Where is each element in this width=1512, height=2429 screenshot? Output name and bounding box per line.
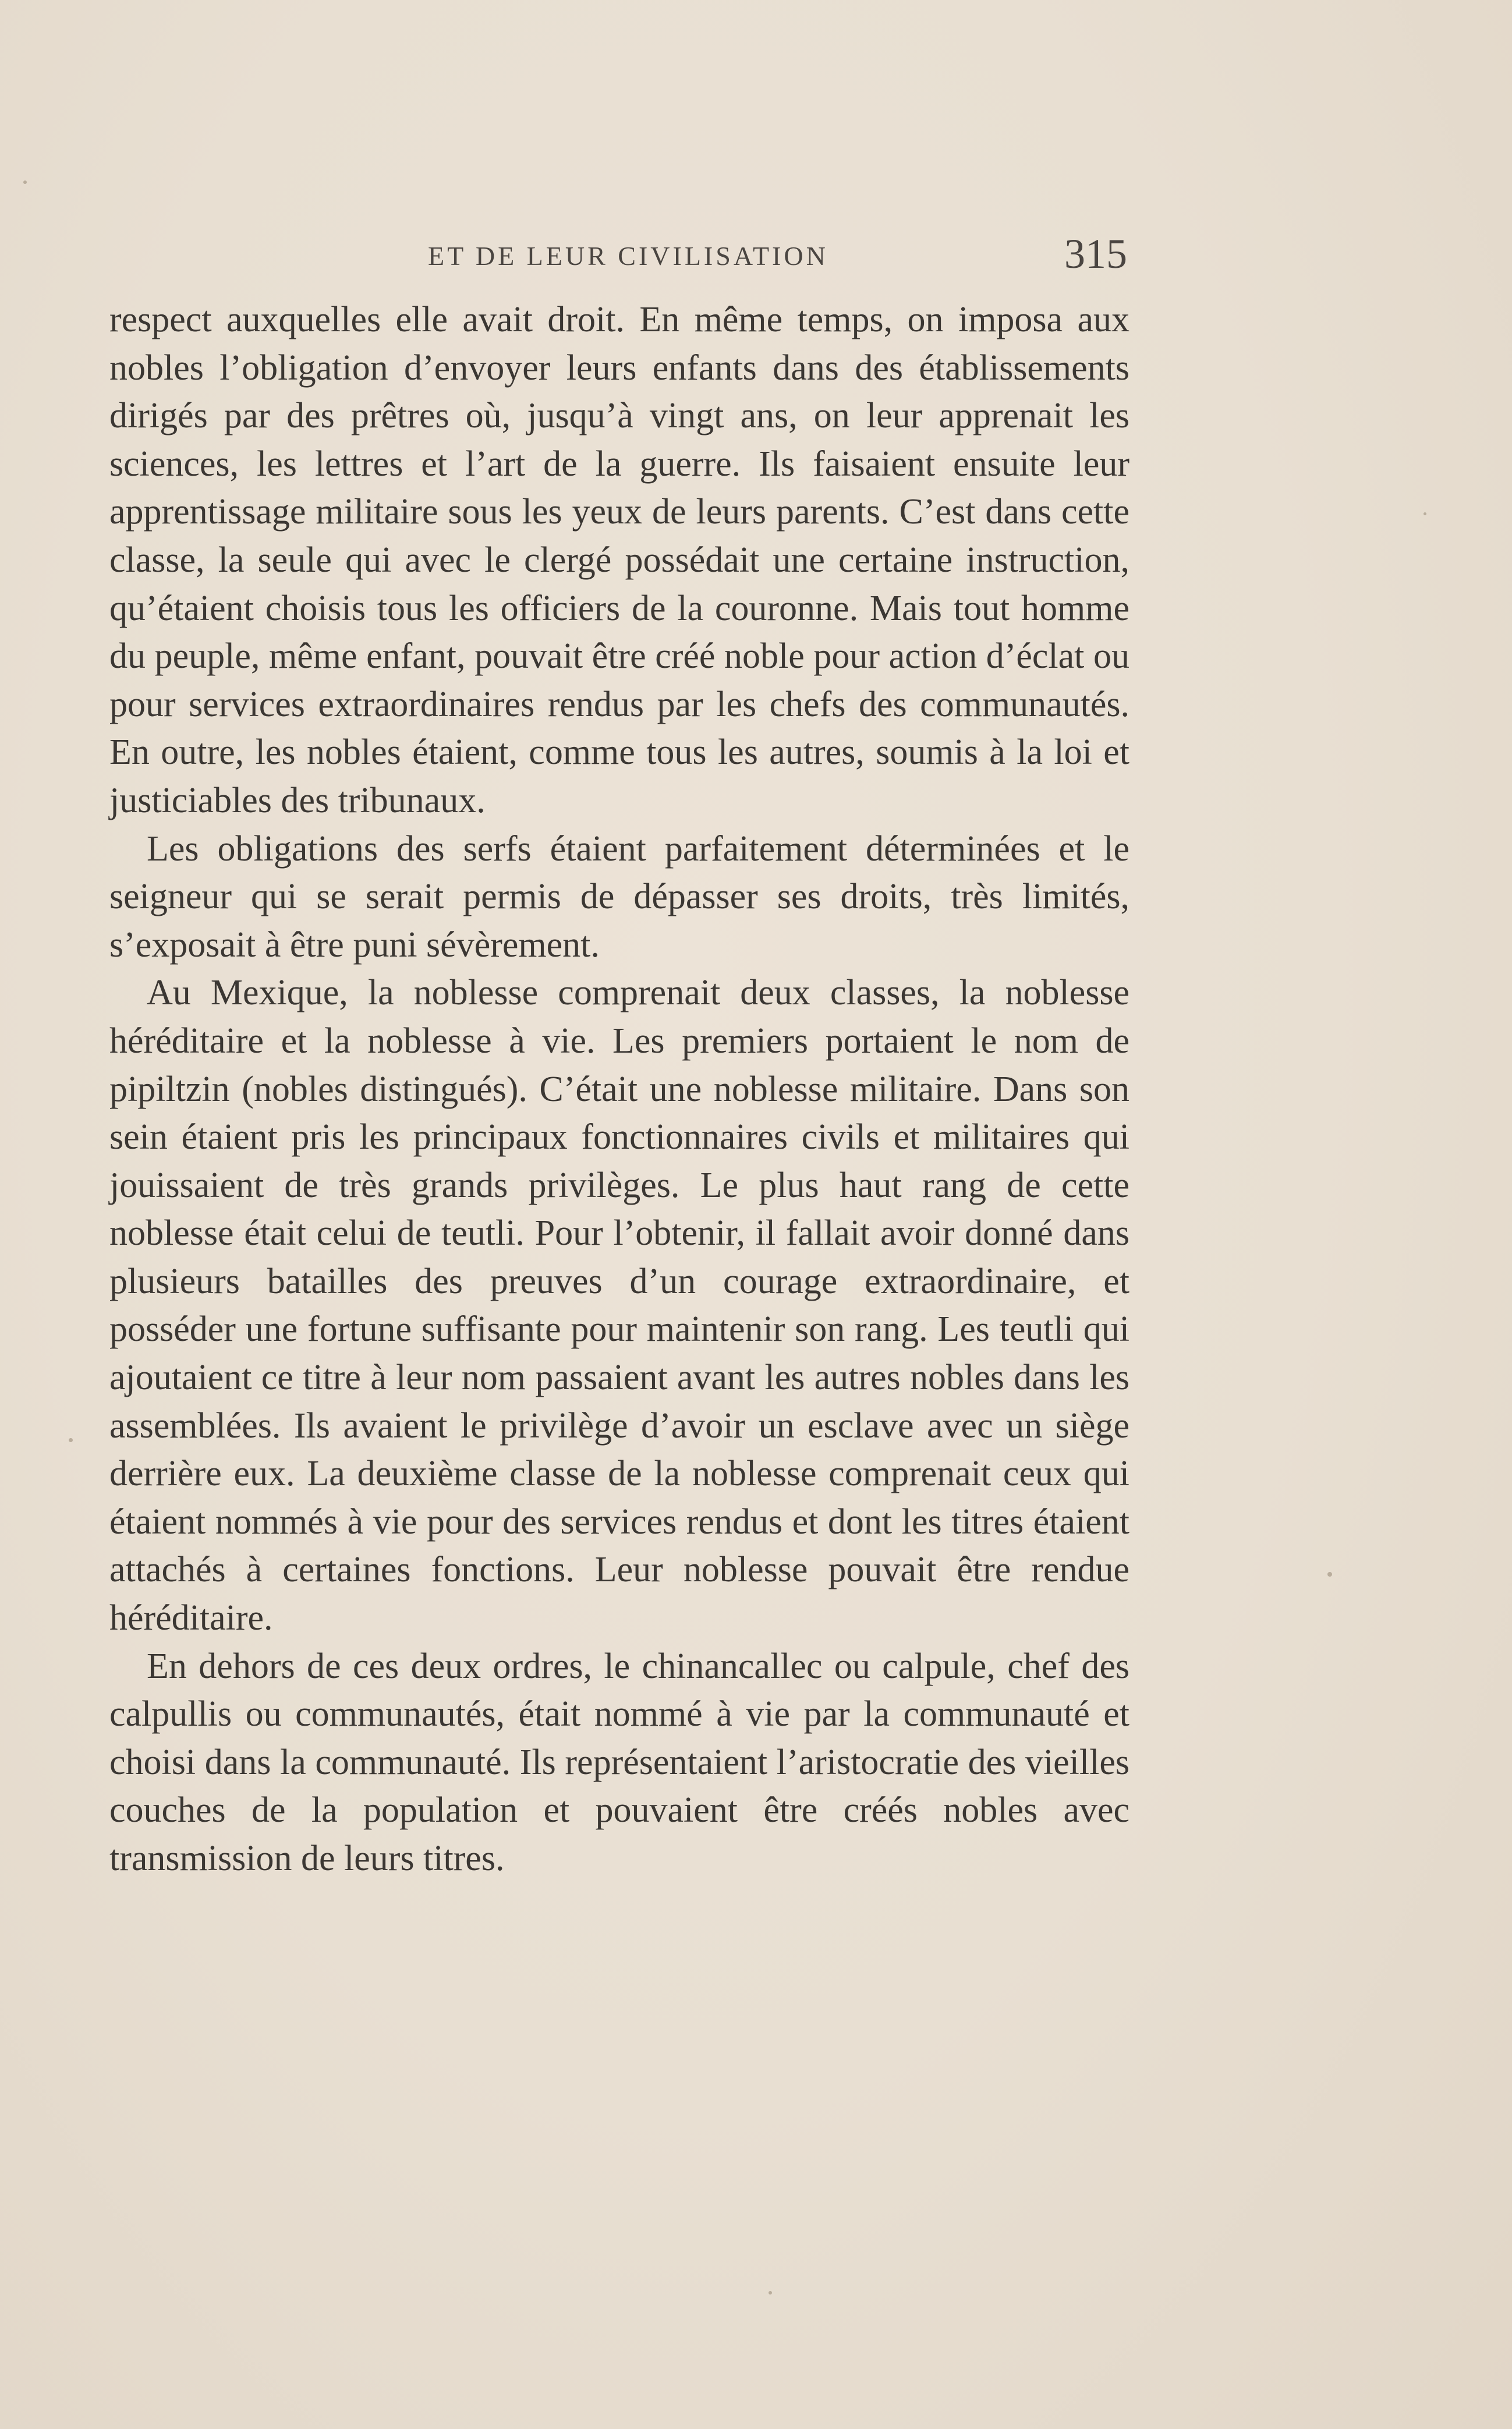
paper-speck	[1424, 512, 1426, 515]
running-title: ET DE LEUR CIVILISATION	[428, 241, 828, 271]
paper-speck	[769, 2291, 772, 2295]
paragraph-4: En dehors de ces deux ordres, le chinancallec ou calpule, chef des calpullis ou communautés, était nommé à vie par la communauté et choisi dans la communauté. Ils représentaient l’aristocratie des vieilles couches de la population et pouvaient être créés nobles avec transmission de leurs titres.	[109, 1646, 1129, 1878]
paper-speck	[23, 180, 27, 184]
paragraph-1: respect auxquelles elle avait droit. En même temps, on imposa aux nobles l’obligation d’envoyer leurs enfants dans des établissements dirigés par des prêtres où, jusqu’à vingt ans, on leur apprenait les sciences, les lettres et l’art de la guerre. Ils faisaient ensuite leur apprentissage militaire sous les yeux de leurs parents. C’est dans cette classe, la seule qui avec le clergé possédait une certaine instruction, qu’étaient choisis tous les officiers de la couronne. Mais tout homme du peuple, même enfant, pouvait être créé noble pour action d’éclat ou pour services extraordinaires rendus par les chefs des communautés. En outre, les nobles étaient, comme tous les autres, soumis à la loi et justiciables des tribunaux.	[109, 300, 1129, 820]
paper-speck	[1327, 1572, 1332, 1577]
body-text	[109, 296, 1129, 1883]
paper-speck	[69, 1438, 73, 1442]
page-header	[0, 230, 1512, 282]
paragraph-3: Au Mexique, la noblesse comprenait deux classes, la noblesse héréditaire et la noblesse à vie. Les premiers portaient le nom de pipiltzin (nobles distingués). C’était une noblesse militaire. Dans son sein étaient pris les principaux fonctionnaires civils et militaires qui jouissaient de très grands privilèges. Le plus haut rang de cette noblesse était celui de teutli. Pour l’obtenir, il fallait avoir donné dans plusieurs batailles des preuves d’un courage extraordinaire, et posséder une fortune suffisante pour maintenir son rang. Les teutli qui ajoutaient ce titre à leur nom passaient avant les autres nobles dans les assemblées. Ils avaient le privilège d’avoir un esclave avec un siège derrière eux. La deuxième classe de la noblesse comprenait ceux qui étaient nommés à vie pour des services rendus et dont les titres étaient attachés à certaines fonctions. Leur noblesse pouvait être rendue héréditaire.	[109, 973, 1129, 1638]
paragraph-2: Les obligations des serfs étaient parfaitement déterminées et le seigneur qui se serait permis de dépasser ses droits, très limités, s’exposait à être puni sévèrement.	[109, 828, 1129, 965]
page-number: 315	[1064, 231, 1127, 277]
